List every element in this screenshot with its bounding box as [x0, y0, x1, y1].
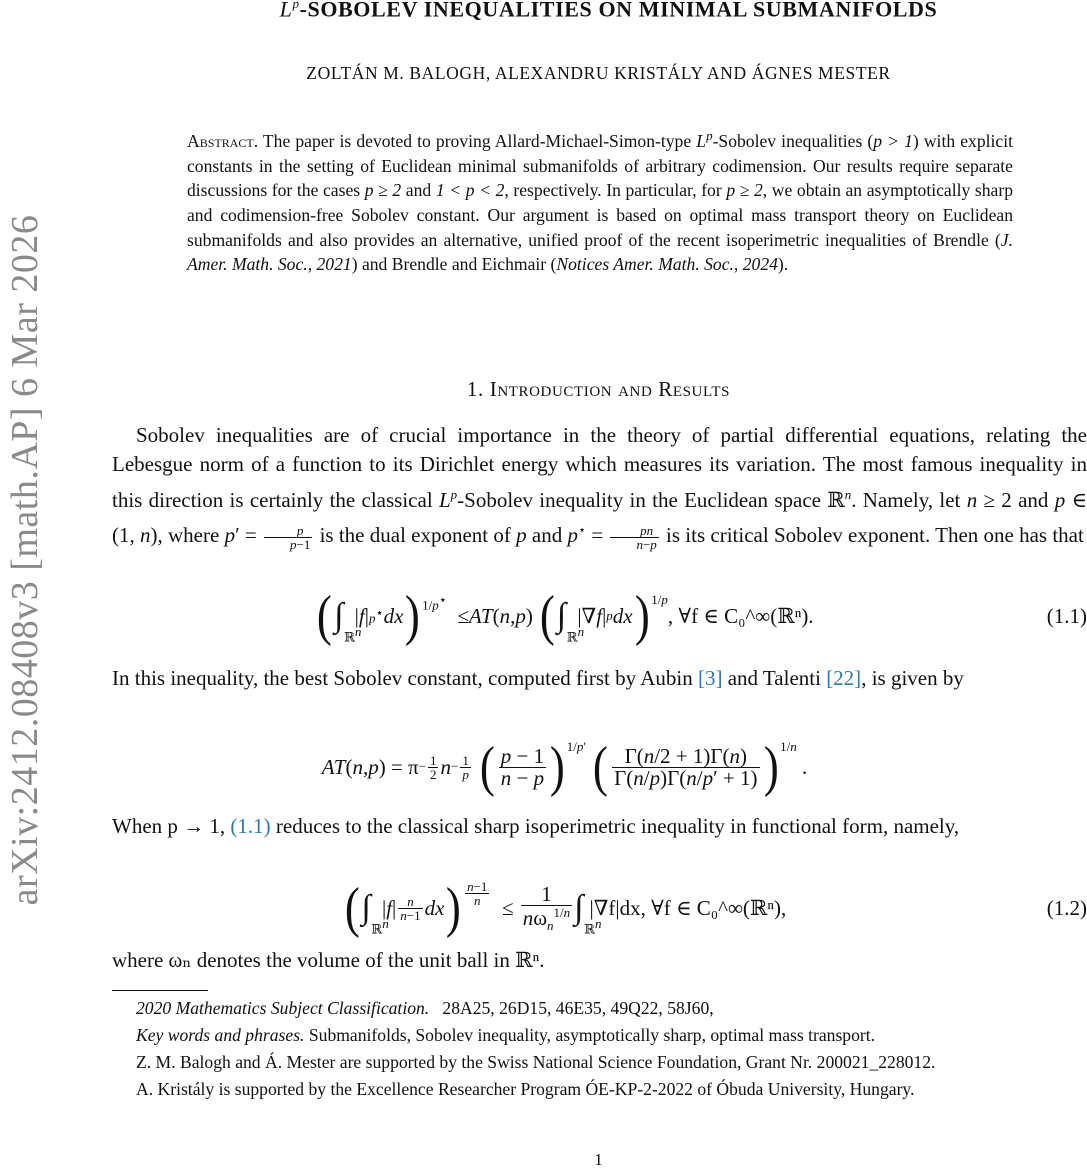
intro-paragraph-1: Sobolev inequalities are of crucial importance in the theory of partial differential equations, relating the Lebesgue norm of a function to its Dirichlet energy which measures its variation. The most famous inequality in this direction is certainly the classical $L^p$-Sobolev inequality in the Euclidean space ℝ$^n$. Namely, let n ≥ 2 and p ∈ (1, n), where p′ = $\frac{p}{p-1}$ is the dual exponent of p and p⋆ = $\frac{pn}{n-p}$ is its critical Sobolev exponent. Then one has that: [112, 423, 1087, 552]
footnote-msc: [112, 996, 1087, 1020]
footnote-funding-1: Z. M. Balogh and Á. Mester are supported by the Swiss National Science Foundation, Grant Nr. 200021_228012.: [136, 1052, 936, 1072]
citation-aubin-link[interactable]: [3]: [697, 666, 723, 690]
equation-1-1-tag: (1.1): [1046, 603, 1087, 628]
equation-aubin-talenti: [112, 725, 1087, 809]
equation-aubin-talenti-body: AT ( n , p ) = π − $\frac{1}{2}$ n − $\frac{1}{p}$ ( $\frac{p - 1}{n - p}$ ) $^{1/p '}$ ( $\frac{\Gamma(n/2 + 1)\Gamma(n)}{\Gamma(n/p)\Gamma(n/p' + 1)}$ ) $^{1/n}$ .: [321, 736, 808, 798]
abstract-text-7: ) and Brendle and Eichmair (: [351, 254, 557, 275]
abstract-text-2: -Sobolev inequalities (: [712, 130, 874, 151]
page-number: 1: [594, 1150, 603, 1169]
para1-c: . Namely, let: [851, 487, 961, 512]
frac-dual-exponent: $\frac{p}{p-1}$: [264, 524, 312, 551]
intro-paragraph-2: [112, 664, 1087, 693]
msc-label: 2020 Mathematics Subject Classification.: [136, 998, 430, 1018]
footnote-divider: [112, 990, 208, 991]
footnotes: [112, 996, 1087, 1104]
intro-paragraph-4: [112, 946, 1087, 975]
para3-b: reduces to the classical sharp isoperimetric inequality in functional form, namely,: [275, 814, 960, 838]
paper-title: [0, 0, 1087, 22]
section-title: 1. Introduction and Results: [466, 377, 731, 401]
para4: where ωₙ denotes the volume of the unit ball in ℝⁿ.: [112, 948, 545, 972]
abstract: Abstract. The paper is devoted to proving Allard-Michael-Simon-type $L^p$-Sobolev inequalities (p > 1) with explicit constants in the setting of Euclidean minimal submanifolds of arbitrary codimension. Our results require separate discussions for the cases p ≥ 2 and 1 < p < 2, respectively. In particular, for p ≥ 2, we obtain an asymptotically sharp and codimension-free Sobolev constant. Our argument is based on optimal mass transport theory on Euclidean submanifolds and also provides an alternative, unified proof of the recent isoperimetric inequalities of Brendle (J. Amer. Math. Soc., 2021) and Brendle and Eichmair (Notices Amer. Math. Soc., 2024).: [187, 128, 1014, 275]
citation-talenti-link[interactable]: [22]: [826, 666, 862, 690]
abstract-math-p-ge-2-b: p ≥ 2: [726, 180, 763, 201]
para1-f: is the dual exponent of: [319, 522, 511, 547]
frac-critical-exponent: $\frac{pn}{n-p}$: [610, 524, 658, 551]
abstract-text-4: and: [405, 180, 432, 201]
abstract-math-L: L: [696, 130, 707, 151]
abstract-text-5: , respectively. In particular, for: [504, 180, 722, 201]
equation-1-1-tail: , ∀f ∈ C₀^∞(ℝⁿ).: [667, 603, 814, 628]
para1-d: and: [1018, 487, 1049, 512]
abstract-math-range: 1 < p < 2: [435, 180, 505, 201]
para1-h: is its critical Sobolev exponent. Then one has that: [666, 522, 1084, 547]
footnote-keywords: [112, 1023, 1087, 1047]
abstract-text-6: , we obtain an asymptotically sharp and codimension-free Sobolev constant. Our argument is based on optimal mass transport theory on Euclidean submanifolds and also provides an alternative, unified proof of the recent isoperimetric inequalities of Brendle (: [187, 180, 1014, 250]
title-symbol: L: [279, 0, 293, 22]
footnote-funding-2: A. Kristály is supported by the Excellence Researcher Program ÓE-KP-2-2022 of Óbuda University, Hungary.: [136, 1079, 915, 1099]
abstract-math-p-ge-2: p ≥ 2: [364, 180, 402, 201]
para1-a: Sobolev inequalities are of crucial importance in the theory of partial differential equations, relating the Lebesgue norm of a function to its Dirichlet energy which measures its variation. The most famous inequality in this direction is certainly the classical: [112, 423, 1087, 512]
para2-b: and Talenti: [727, 666, 821, 690]
abstract-text-3: ) with explicit constants in the setting of Euclidean minimal submanifolds of arbitrary codimension. Our results require separate discussions for the cases: [187, 130, 1013, 201]
para1-b: -Sobolev inequality in the Euclidean space ℝ: [457, 487, 845, 512]
abstract-math-p-gt-1: p > 1: [873, 130, 913, 151]
para1-e: , where: [157, 522, 220, 547]
equation-1-1-body: ( ∫ ℝ$^n$ | f | p⋆ dx ) $^{1/p^⋆}$ ≤ AT ( n , p ) ( ∫ ℝ$^n$ |∇ f | p dx ) $^{1/p}$ , ∀f ∈ C₀^∞(ℝⁿ).: [317, 585, 814, 647]
abstract-cite-1: J. Amer. Math. Soc., 2021: [187, 229, 1013, 275]
msc-codes: 28A25, 26D15, 46E35, 49Q22, 58J60,: [442, 998, 714, 1018]
para1-g: and: [531, 522, 563, 547]
authors: ZOLTÁN M. BALOGH, ALEXANDRU KRISTÁLY AND ÁGNES MESTER: [306, 63, 891, 83]
para3-a: When p → 1,: [112, 814, 226, 838]
para2-a: In this inequality, the best Sobolev constant, computed first by Aubin: [112, 666, 693, 690]
keywords-label: Key words and phrases.: [136, 1025, 305, 1045]
keywords: Submanifolds, Sobolev inequality, asymptotically sharp, optimal mass transport.: [308, 1025, 876, 1045]
equation-ref-1-1-link[interactable]: (1.1): [230, 814, 271, 838]
equation-1-2: [112, 868, 1087, 948]
abstract-label: Abstract.: [187, 130, 259, 151]
arxiv-stamp-text: arXiv:2412.08408v3 [math.AP] 6 Mar 2026: [4, 214, 46, 906]
abstract-text-8: ).: [777, 254, 789, 275]
para2-c: , is given by: [861, 666, 964, 690]
equation-1-2-tag: (1.2): [1046, 895, 1087, 920]
title-sup: p: [292, 0, 300, 11]
equation-1-2-body: ( ∫ ℝ$^n$ | f | $\frac{n}{n-1}$ dx ) $\frac{n-1}{n}$ ≤ $\frac{1}{n\omega_n^{1/n}}$ ∫ ℝ$^n$ |∇f|dx, ∀f ∈ C₀^∞(ℝⁿ),: [344, 877, 787, 939]
arxiv-stamp: [0, 180, 50, 940]
intro-paragraph-3: [112, 812, 1087, 841]
abstract-cite-2: Notices Amer. Math. Soc., 2024: [556, 254, 778, 275]
equation-1-1: [112, 578, 1087, 654]
title-rest: -SOBOLEV INEQUALITIES ON MINIMAL SUBMANIFOLDS: [299, 0, 938, 22]
abstract-text-1: The paper is devoted to proving Allard-Michael-Simon-type: [262, 130, 692, 151]
equation-1-2-tail: |∇f|dx, ∀f ∈ C₀^∞(ℝⁿ),: [589, 895, 787, 920]
